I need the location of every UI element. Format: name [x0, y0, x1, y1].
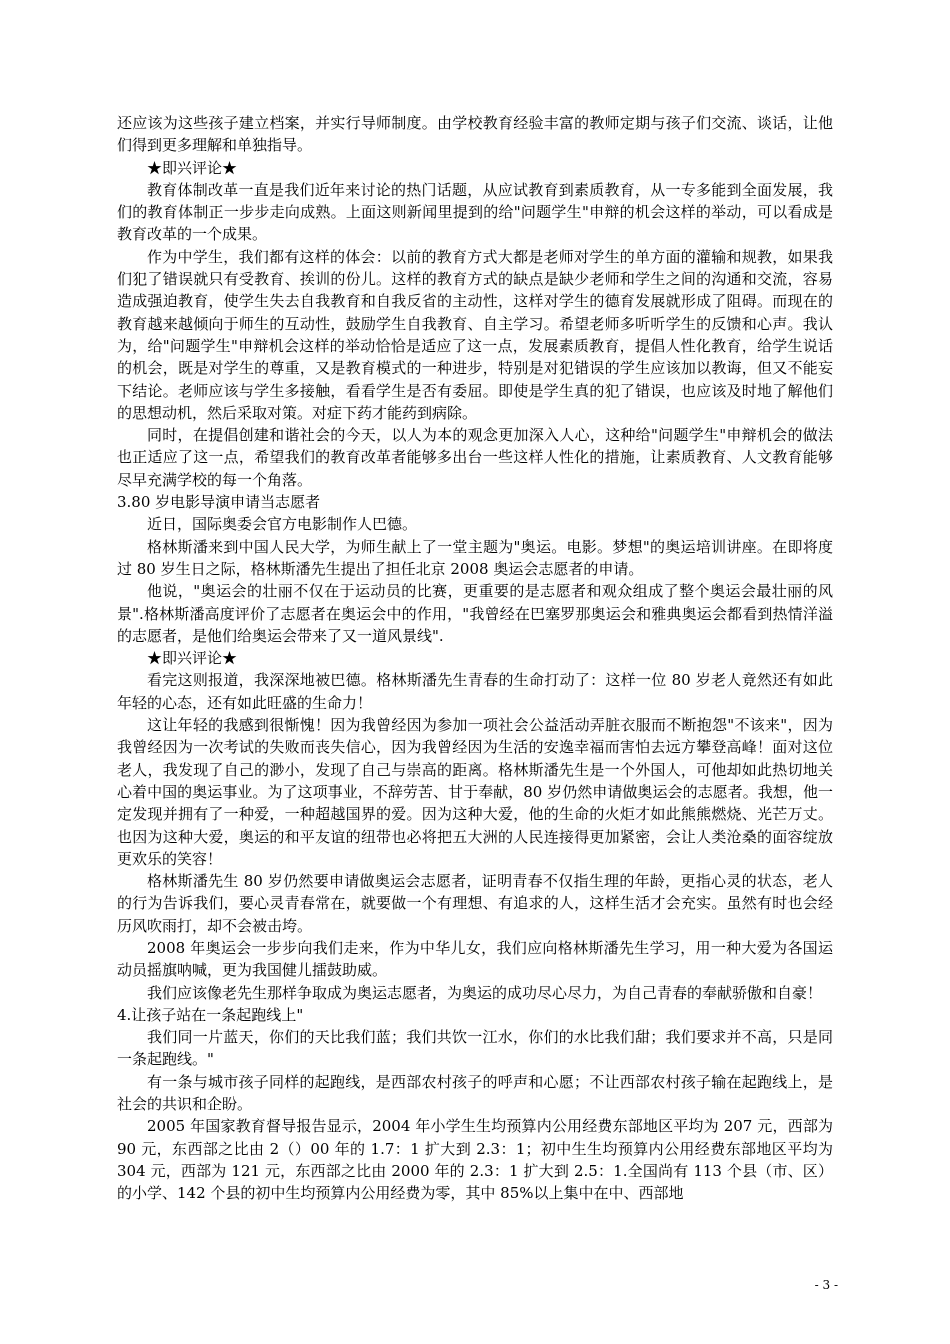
paragraph: 格林斯潘先生 80 岁仍然要申请做奥运会志愿者，证明青春不仅指生理的年龄，更指心灵的状态，老人的行为告诉我们，要心灵青春常在，就要做一个有理想、有追求的人，这样生活才会充实。虽然有时也会经历风吹雨打，却不会被击垮。	[117, 872, 833, 935]
paragraph: 作为中学生，我们都有这样的体会：以前的教育方式大都是老师对学生的单方面的灌输和规教，如果我们犯了错误就只有受教育、挨训的份儿。这样的教育方式的缺点是缺少老师和学生之间的沟通和交流，容易造成强迫教育，使学生失去自我教育和自我反省的主动性，这样对学生的德育发展就形成了阻碍。而现在的教育越来越倾向于师生的互动性，鼓励学生自我教育、自主学习。希望老师多听听学生的反馈和心声。我认为，给"问题学生"申辩机会这样的举动恰恰是适应了这一点，发展素质教育，提倡人性化教育，给学生说话的机会，既是对学生的尊重，又是教育模式的一种进步，特别是对犯错误的学生应该加以教诲，但又不能妄下结论。老师应该与学生多接触，看看学生是否有委屈。即使是学生真的犯了错误，也应该及时地了解他们的思想动机，然后采取对策。对症下药才能药到病除。	[117, 247, 833, 422]
paragraph: 2005 年国家教育督导报告显示，2004 年小学生生均预算内公用经费东部地区平均为 207 元，西部为 90 元，东西部之比由 2（）00 年的 1.7：1 扩大到 2.3：1；初中生生均预算内公用经费东部地区平均为 304 元，西部为 121 元，东西部之比由 2000 年的 2.3：1 扩大到 2.5：1.全国尚有 113 个县（市、区）的小学、142 个县的初中生均预算内公用经费为零，其中 85%以上集中在中、西部地	[117, 1117, 833, 1203]
comment-heading: ★即兴评论★	[147, 649, 238, 668]
paragraph: 这让年轻的我感到很惭愧！因为我曾经因为参加一项社会公益活动弄脏衣服而不断抱怨"不该来"，因为我曾经因为一次考试的失败而丧失信心，因为我曾经因为生活的安逸幸福而害怕去远方攀登高峰！面对这位老人，我发现了自己的渺小，发现了自己与崇高的距离。格林斯潘先生是一个外国人，可他却如此热切地关心着中国的奥运事业。为了这项事业，不辞劳苦、甘于奉献，80 岁仍然申请做奥运会的志愿者。我想，他一定发现并拥有了一种爱，一种超越国界的爱。因为这种大爱，他的生命的火炬才如此熊熊燃烧、光芒万丈。也因为这种大爱，奥运的和平友谊的纽带也必将把五大洲的人民连接得更加紧密，会让人类沧桑的面容绽放更欢乐的笑容！	[117, 716, 833, 868]
section-heading: 4.让孩子站在一条起跑线上"	[117, 1005, 304, 1024]
paragraph: 他说，"奥运会的壮丽不仅在于运动员的比赛，更重要的是志愿者和观众组成了整个奥运会最壮丽的风景".格林斯潘高度评价了志愿者在奥运会中的作用，"我曾经在巴塞罗那奥运会和雅典奥运会都看到热情洋溢的志愿者，是他们给奥运会带来了又一道风景线".	[117, 582, 833, 645]
paragraph: 我们同一片蓝天，你们的天比我们蓝；我们共饮一江水，你们的水比我们甜；我们要求并不高，只是同一条起跑线。"	[117, 1028, 833, 1069]
paragraph: 同时，在提倡创建和谐社会的今天，以人为本的观念更加深入人心，这种给"问题学生"申辩机会的做法也正适应了这一点，希望我们的教育改革者能够多出台一些这样人性化的措施，让素质教育、人文教育能够尽早充满学校的每一个角落。	[117, 426, 833, 489]
document-body	[117, 112, 833, 1205]
paragraph: 还应该为这些孩子建立档案，并实行导师制度。由学校教育经验丰富的教师定期与孩子们交流、谈话，让他们得到更多理解和单独指导。	[117, 114, 833, 155]
paragraph: 有一条与城市孩子同样的起跑线，是西部农村孩子的呼声和心愿；不让西部农村孩子输在起跑线上，是社会的共识和企盼。	[117, 1072, 833, 1114]
paragraph: 看完这则报道，我深深地被巴德。格林斯潘先生青春的生命打动了：这样一位 80 岁老人竟然还有如此年轻的心态，还有如此旺盛的生命力！	[117, 671, 833, 712]
page-number: - 3 -	[814, 1278, 838, 1292]
paragraph: 格林斯潘来到中国人民大学，为师生献上了一堂主题为"奥运。电影。梦想"的奥运培训讲座。在即将度过 80 岁生日之际，格林斯潘先生提出了担任北京 2008 奥运会志愿者的申请。	[117, 537, 833, 578]
paragraph: 近日，国际奥委会官方电影制作人巴德。	[147, 515, 418, 534]
section-heading: 3.80 岁电影导演申请当志愿者	[117, 493, 321, 512]
paragraph: 教育体制改革一直是我们近年来讨论的热门话题，从应试教育到素质教育，从一专多能到全面发展，我们的教育体制正一步步走向成熟。上面这则新闻里提到的给"问题学生"申辩的机会这样的举动，可以看成是教育改革的一个成果。	[117, 180, 833, 244]
paragraph: 我们应该像老先生那样争取成为奥运志愿者，为奥运的成功尽心尽力，为自己青春的奉献骄傲和自豪！	[147, 983, 823, 1002]
paragraph: 2008 年奥运会一步步向我们走来，作为中华儿女，我们应向格林斯潘先生学习，用一种大爱为各国运动员摇旗呐喊，更为我国健儿擂鼓助威。	[117, 938, 833, 980]
comment-heading: ★即兴评论★	[147, 158, 238, 177]
